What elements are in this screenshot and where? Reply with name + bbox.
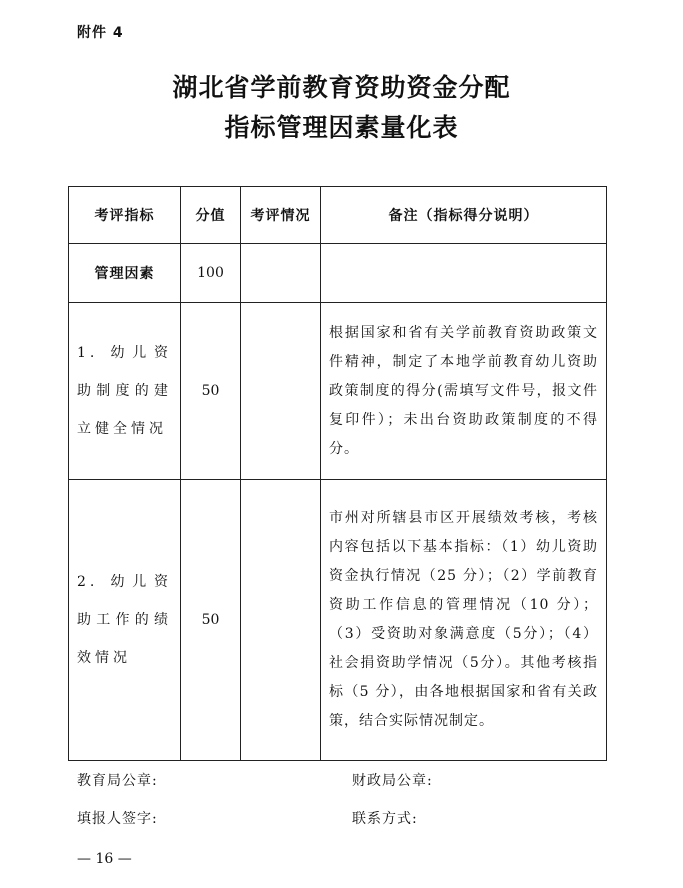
note-cell: 市州对所辖县市区开展绩效考核，考核内容包括以下基本指标：（1）幼儿资助资金执行情况（25 分）；（2）学前教育资助工作信息的管理情况（10 分）；（3）受资助对象满意度（5分）；（4）社会捐资助学情况（5分）。其他考核指标（5 分），由各地根据国家和省有关政策，结合实际情况制定。 <box>321 480 607 761</box>
score-cell: 50 <box>181 480 241 761</box>
column-header-evaluation: 考评情况 <box>241 187 321 244</box>
note-cell <box>321 244 607 303</box>
page-number: — 16 — <box>77 851 132 867</box>
note-cell: 根据国家和省有关学前教育资助政策文件精神，制定了本地学前教育幼儿资助政策制度的得分(需填写文件号，报文件复印件）；未出台资助政策制度的不得分。 <box>321 303 607 480</box>
quantification-table <box>68 186 607 761</box>
filler-signature-label: 填报人签字: <box>77 811 158 827</box>
contact-label: 联系方式: <box>352 811 418 827</box>
table-row <box>69 480 607 761</box>
document-title-line1: 湖北省学前教育资助资金分配 <box>172 73 511 102</box>
education-seal-label: 教育局公章: <box>77 773 158 789</box>
finance-seal-label: 财政局公章: <box>352 773 433 789</box>
table-row <box>69 244 607 303</box>
indicator-cell: 1. 幼儿资助制度的建立健全情况 <box>69 303 181 480</box>
indicator-cell: 2. 幼儿资助工作的绩效情况 <box>69 480 181 761</box>
table-header-row <box>69 187 607 244</box>
score-cell: 50 <box>181 303 241 480</box>
table-row <box>69 303 607 480</box>
indicator-cell: 管理因素 <box>69 244 181 303</box>
column-header-note: 备注（指标得分说明） <box>321 187 607 244</box>
column-header-indicator: 考评指标 <box>69 187 181 244</box>
evaluation-cell <box>241 480 321 761</box>
column-header-score: 分值 <box>181 187 241 244</box>
score-cell: 100 <box>181 244 241 303</box>
evaluation-cell <box>241 244 321 303</box>
attachment-label: 附件 4 <box>77 25 124 41</box>
evaluation-cell <box>241 303 321 480</box>
document-title-line2: 指标管理因素量化表 <box>224 113 459 142</box>
